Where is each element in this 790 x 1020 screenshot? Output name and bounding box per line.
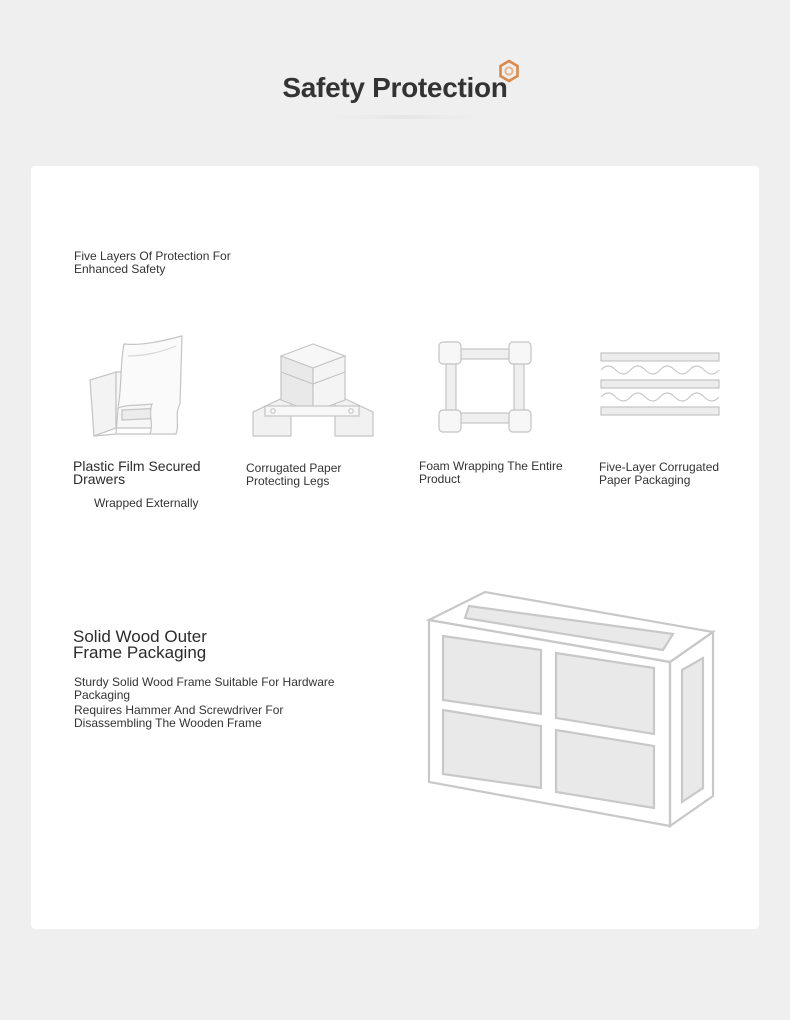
title-underline: [330, 115, 480, 119]
corrugated-layers-icon: [599, 351, 723, 419]
wood-frame-line-2: Requires Hammer And Screwdriver For Disassembling The Wooden Frame: [74, 703, 284, 730]
feature-2-title: Corrugated Paper Protecting Legs: [246, 461, 342, 488]
foam-frame-icon: [438, 341, 532, 435]
content-card: [31, 166, 759, 929]
wrapped-drawer-icon: [88, 334, 184, 438]
page-title: Safety Protection: [282, 72, 508, 103]
wood-frame-line-1: Sturdy Solid Wood Frame Suitable For Hardware Packaging: [74, 675, 335, 702]
wooden-crate-icon: [425, 590, 719, 830]
corner-protector-icon: [251, 342, 375, 438]
feature-1-title: Plastic Film Secured Drawers: [73, 458, 201, 487]
hexagon-nut-icon: [498, 59, 520, 83]
feature-3-title: Foam Wrapping The Entire Product: [419, 459, 563, 486]
feature-1-subtitle: Wrapped Externally: [94, 496, 199, 510]
intro-text: Five Layers Of Protection For Enhanced Safety: [74, 249, 231, 276]
title-section: [0, 58, 790, 128]
wood-frame-title: Solid Wood Outer Frame Packaging: [73, 627, 207, 662]
feature-4-title: Five-Layer Corrugated Paper Packaging: [599, 460, 720, 487]
